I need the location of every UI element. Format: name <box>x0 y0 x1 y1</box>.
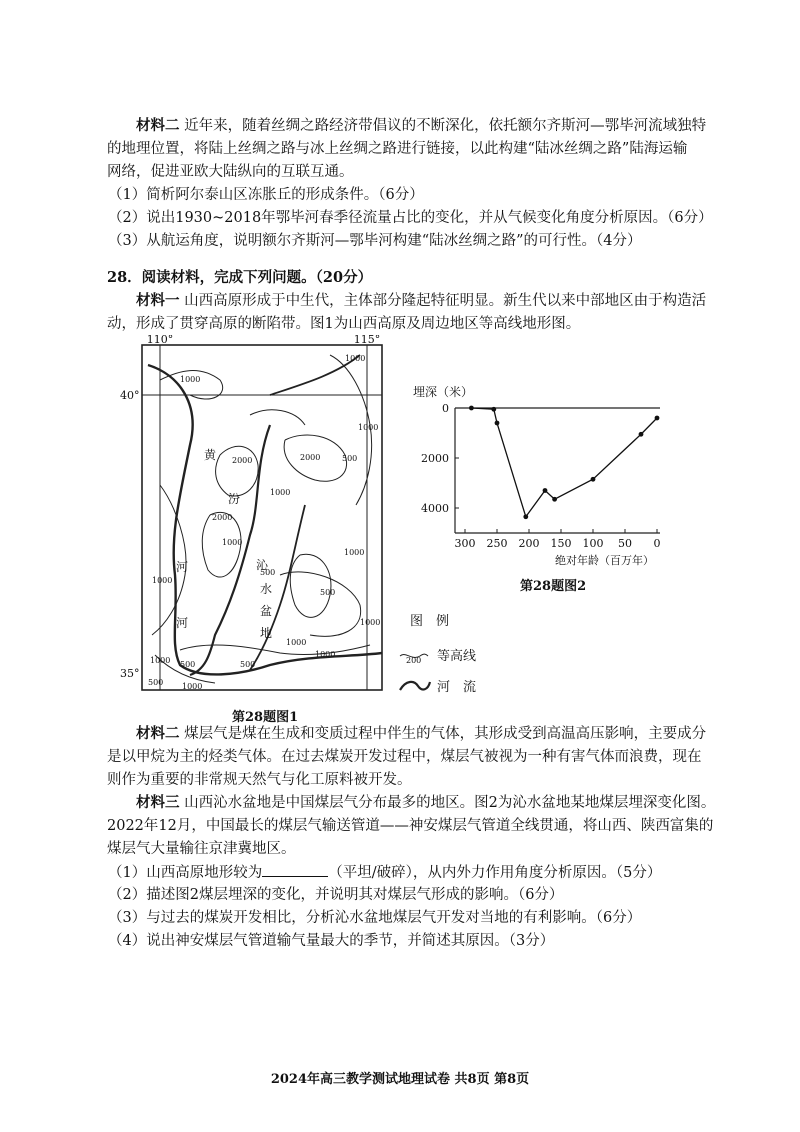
contour-label: 500 <box>180 660 196 669</box>
data-point <box>639 432 644 437</box>
contour-label: 500 <box>320 588 336 597</box>
legend-river-label: 河 流 <box>437 680 477 695</box>
legend-contour-symbol <box>398 648 430 664</box>
legend-contour-value: 200 <box>406 656 422 664</box>
q28-material1-line-2: 动，形成了贯穿高原的断陷带。图1为山西高原及周边地区等高线地形图。 <box>107 316 581 332</box>
x-tick-label: 200 <box>518 537 540 550</box>
material2-top-line-1: 材料二 近年来，随着丝绸之路经济带倡议的不断深化，依托额尔齐斯河—鄂毕河流域独特 <box>136 117 707 134</box>
material2-top-line-3: 网络，促进亚欧大陆纵向的互联互通。 <box>107 164 354 180</box>
x-tick-label: 250 <box>486 537 508 550</box>
q28-material2-label: 材料二 <box>136 725 180 742</box>
x-tick-label: 100 <box>582 537 604 550</box>
burial-depth-line <box>471 408 657 517</box>
q28-question-1: （1）山西高原地形较为 （平坦/破碎），从内外力作用角度分析原因。（5分） <box>108 862 661 883</box>
region-char: 盆 <box>260 604 273 618</box>
contour-label: 1000 <box>315 650 336 659</box>
x-tick-label: 300 <box>454 537 476 550</box>
contour-label: 500 <box>260 568 276 577</box>
q28-material3-line-1: 材料三 山西沁水盆地是中国煤层气分布最多的地区。图2为沁水盆地某地煤层埋深变化图。 <box>136 794 716 811</box>
data-point <box>591 477 596 482</box>
lat-label-35: 35° <box>120 667 140 680</box>
burial-depth-chart <box>405 378 675 588</box>
q28-material1-label: 材料一 <box>136 292 180 309</box>
q27-item-3: （3）从航运角度，说明额尔齐斯河—鄂毕河构建“陆冰丝绸之路”的可行性。（4分） <box>108 233 642 249</box>
material2-top-line-2: 的地理位置，将陆上丝绸之路与冰上丝绸之路进行链接，以此构建“陆冰丝绸之路”陆海运输 <box>107 141 688 157</box>
data-point <box>552 497 557 502</box>
x-tick-label: 50 <box>618 537 632 550</box>
contour-label: 1000 <box>344 548 365 557</box>
contour-label: 1000 <box>222 538 243 547</box>
y-tick-label: 4000 <box>421 502 449 515</box>
q27-item-2: （2）说出1930~2018年鄂毕河春季径流量占比的变化，并从气候变化角度分析原因。（6分） <box>108 210 713 226</box>
contour-500-basin <box>290 554 331 617</box>
region-char: 地 <box>260 626 273 640</box>
contour-label: 1000 <box>358 423 379 432</box>
region-char: 黄 <box>204 448 217 462</box>
topographic-map <box>120 335 390 707</box>
data-point <box>543 488 548 493</box>
page-footer: 2024年高三教学测试地理试卷 共8页 第8页 <box>270 1072 530 1087</box>
q28-material2-line-2: 是以甲烷为主的烃类气体。在过去煤炭开发过程中，煤层气被视为一种有害气体而浪费，现在 <box>107 749 702 765</box>
data-point <box>495 421 500 426</box>
data-point <box>523 514 528 519</box>
q28-material2-line-3: 则作为重要的非常规天然气与化工原料被开发。 <box>107 772 412 788</box>
contour-1000-south <box>280 572 361 636</box>
legend-river-symbol <box>398 678 432 694</box>
y-tick-label: 2000 <box>421 452 449 465</box>
q28-material1-line-1: 材料一 山西高原形成于中生代，主体部分隆起特征明显。新生代以来中部地区由于构造活 <box>136 292 707 309</box>
lat-label-40: 40° <box>120 389 140 402</box>
lon-label-110: 110° <box>146 335 174 346</box>
contour-label: 1000 <box>345 354 366 363</box>
material2-top-label: 材料二 <box>136 117 180 134</box>
q28-heading: 28．阅读材料，完成下列问题。（20分） <box>107 269 373 286</box>
lon-label-115: 115° <box>353 335 381 346</box>
q28-question-4: （4）说出神安煤层气管道输气量最大的季节，并简述其原因。（3分） <box>108 933 555 949</box>
contour-label: 1000 <box>152 576 173 585</box>
contour-label: 500 <box>240 660 256 669</box>
data-point <box>491 407 496 412</box>
q28-material3-line-3: 煤层气大量输往京津冀地区。 <box>107 841 296 857</box>
contour-label: 1000 <box>150 656 171 665</box>
region-char: 汾 <box>228 492 241 506</box>
legend-title: 图 例 <box>410 614 450 629</box>
q28-material3-label: 材料三 <box>136 794 180 811</box>
data-point <box>655 416 660 421</box>
contour-label: 500 <box>342 454 358 463</box>
chart-xlabel: 绝对年龄（百万年） <box>555 554 654 567</box>
legend-contour-label: 等高线 <box>437 649 477 664</box>
contour-label: 1000 <box>286 638 307 647</box>
contour-label: 2000 <box>300 453 321 462</box>
x-tick-label: 150 <box>550 537 572 550</box>
region-char: 水 <box>260 582 273 596</box>
contour-label: 1000 <box>270 488 291 497</box>
chart-ylabel: 埋深（米） <box>413 385 474 399</box>
q28-question-3: （3）与过去的煤炭开发相比，分析沁水盆地煤层气开发对当地的有利影响。（6分） <box>108 910 642 926</box>
contour-label: 2000 <box>212 513 233 522</box>
data-point <box>469 406 474 411</box>
region-char: 沁 <box>256 558 269 572</box>
answer-blank[interactable] <box>262 862 328 877</box>
region-char: 河 <box>176 560 189 574</box>
contour-label: 2000 <box>232 456 253 465</box>
chart-caption: 第28题图2 <box>520 579 587 594</box>
q28-material3-line-2: 2022年12月，中国最长的煤层气输送管道——神安煤层气管道全线贯通，将山西、陕西富集的 <box>107 818 714 834</box>
contour-label: 1000 <box>360 618 381 627</box>
contour-label: 500 <box>148 678 164 687</box>
map-caption: 第28题图1 <box>232 710 299 725</box>
y-tick-label: 0 <box>442 402 449 415</box>
contour-label: 1000 <box>182 682 203 691</box>
contour-2000-north <box>250 410 305 425</box>
q28-material2-line-1: 材料二 煤层气是煤在生成和变质过程中伴生的气体，其形成受到高温高压影响，主要成分 <box>136 725 707 742</box>
region-char: 河 <box>176 616 189 630</box>
contour-2000-center <box>216 446 259 496</box>
q27-item-1: （1）简析阿尔泰山区冻胀丘的形成条件。（6分） <box>108 187 424 203</box>
contour-label: 1000 <box>180 375 201 384</box>
x-tick-label: 0 <box>653 537 661 550</box>
q28-question-2: （2）描述图2煤层埋深的变化，并说明其对煤层气形成的影响。（6分） <box>108 887 564 903</box>
